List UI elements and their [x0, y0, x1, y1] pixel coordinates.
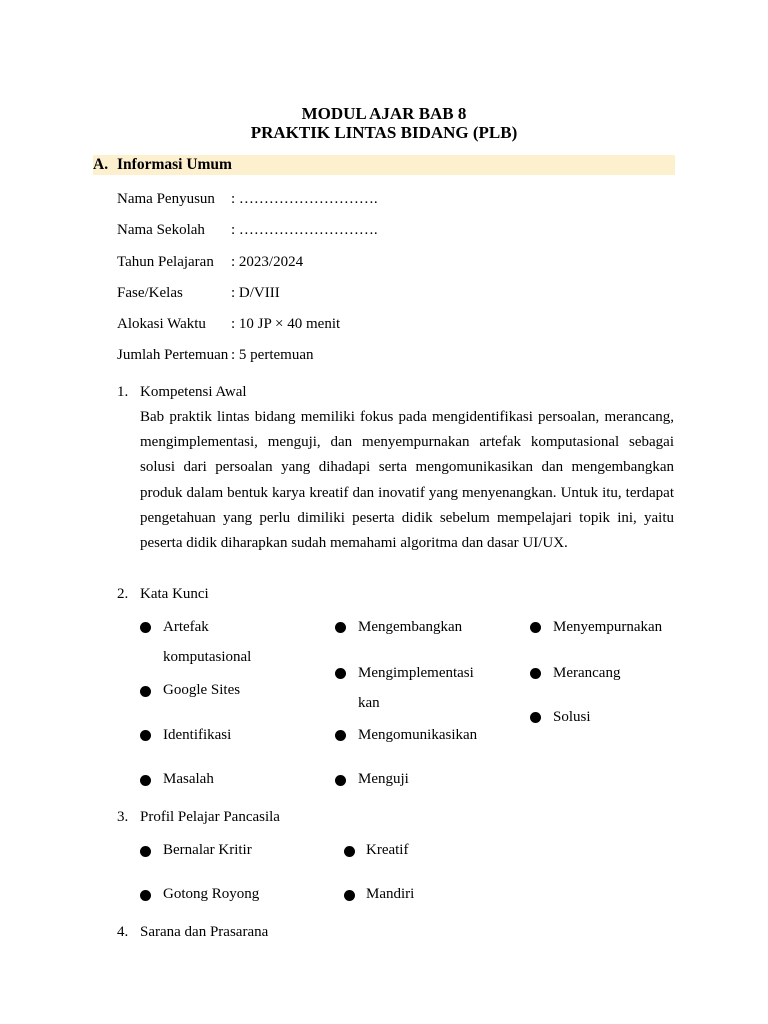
- profil-kreatif: Kreatif: [366, 842, 409, 858]
- item-number-4: 4.: [117, 924, 129, 940]
- profil-mandiri: Mandiri: [366, 886, 415, 902]
- bullet-icon: [140, 846, 151, 857]
- info-value-alokasi: : 10 JP × 40 menit: [231, 316, 341, 332]
- info-label-pertemuan: Jumlah Pertemuan: [117, 347, 229, 363]
- bullet-icon: [530, 668, 541, 679]
- info-value-sekolah: : ……………………….: [231, 222, 378, 238]
- bullet-icon: [530, 622, 541, 633]
- info-value-tahun: : 2023/2024: [231, 254, 304, 270]
- info-label-tahun: Tahun Pelajaran: [117, 254, 214, 270]
- bullet-icon: [140, 775, 151, 786]
- info-label-alokasi: Alokasi Waktu: [117, 316, 206, 332]
- keyword-google-sites: Google Sites: [163, 682, 241, 698]
- item-title-sarana-prasarana: Sarana dan Prasarana: [140, 924, 269, 940]
- bullet-icon: [335, 622, 346, 633]
- kompetensi-awal-paragraph: Bab praktik lintas bidang memiliki fokus pada mengidentifikasi persoalan, merancang, mengimplementasi, menguji, dan menyempurnakan artefak komputasional sebagai solusi dari persoalan yang dihadapi serta mengomunikasikan dan mengembangkan produk dalam bentuk karya kreatif dan inovatif yang menyenangkan. Untuk itu, terdapat pengetahuan yang perlu dimiliki peserta didik sebelum mempelajari topik ini, yaitu peserta didik diharapkan sudah memahami algoritma dan dasar UI/UX.: [140, 409, 674, 552]
- item-number-3: 3.: [117, 809, 129, 825]
- profil-gotong-royong: Gotong Royong: [163, 886, 260, 902]
- bullet-icon: [344, 890, 355, 901]
- section-a-title: Informasi Umum: [117, 156, 232, 173]
- document-title-line1: MODUL AJAR BAB 8: [301, 104, 467, 123]
- keyword-menyempurnakan: Menyempurnakan: [553, 619, 663, 635]
- item-number-2: 2.: [117, 586, 129, 602]
- item-title-profil-pelajar-pancasila: Profil Pelajar Pancasila: [140, 809, 280, 825]
- item-title-kata-kunci: Kata Kunci: [140, 586, 209, 602]
- keyword-mengimplementasikan: Mengimplementasikan: [358, 665, 474, 711]
- item-number-1: 1.: [117, 384, 129, 400]
- bullet-icon: [140, 686, 151, 697]
- keyword-merancang: Merancang: [553, 665, 621, 681]
- keyword-mengembangkan: Mengembangkan: [358, 619, 463, 635]
- keyword-masalah: Masalah: [163, 771, 214, 787]
- profil-bernalar-kritis: Bernalar Kritir: [163, 842, 252, 858]
- bullet-icon: [140, 622, 151, 633]
- info-value-penyusun: : ……………………….: [231, 191, 378, 207]
- bullet-icon: [335, 775, 346, 786]
- bullet-icon: [140, 890, 151, 901]
- section-a-number: A.: [93, 156, 109, 173]
- info-value-fase: : D/VIII: [231, 285, 280, 301]
- keyword-identifikasi: Identifikasi: [163, 727, 232, 743]
- keyword-menguji: Menguji: [358, 771, 409, 787]
- keyword-solusi: Solusi: [553, 709, 591, 725]
- bullet-icon: [530, 712, 541, 723]
- info-value-pertemuan: : 5 pertemuan: [231, 347, 314, 363]
- keyword-mengomunikasikan: Mengomunikasikan: [358, 727, 478, 743]
- bullet-icon: [335, 668, 346, 679]
- keyword-artefak-komputasional: Artefak komputasional: [163, 619, 252, 665]
- info-label-penyusun: Nama Penyusun: [117, 191, 215, 207]
- bullet-icon: [344, 846, 355, 857]
- info-label-sekolah: Nama Sekolah: [117, 222, 205, 238]
- bullet-icon: [335, 730, 346, 741]
- bullet-icon: [140, 730, 151, 741]
- document-title-line2: PRAKTIK LINTAS BIDANG (PLB): [250, 123, 518, 142]
- item-title-kompetensi-awal: Kompetensi Awal: [140, 384, 247, 400]
- info-label-fase: Fase/Kelas: [117, 285, 183, 301]
